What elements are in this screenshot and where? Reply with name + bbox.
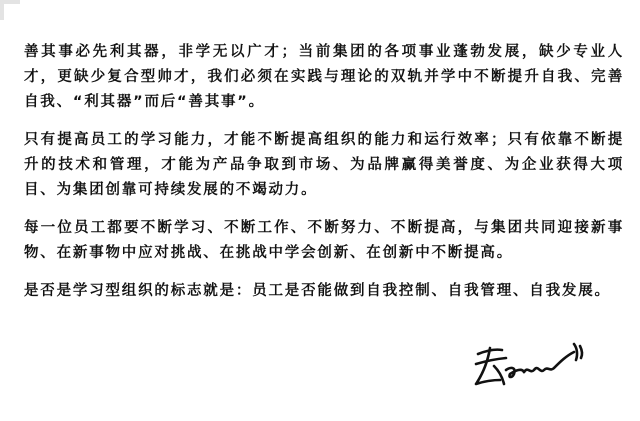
paragraph-4: 是否是学习型组织的标志就是：员工是否能做到自我控制、自我管理、自我发展。 [24,283,611,299]
paragraph-1: 善其事必先利其器，非学无以广才；当前集团的各项事业蓬勃发展，缺少专业人才，更缺少复合型帅才，我们必须在实践与理论的双轨并学中不断提升自我、完善自我、“利其器”而后“善其事”。 [24,44,624,110]
paragraph-2: 只有提高员工的学习能力，才能不断提高组织的能力和运行效率；只有依靠不断提升的技术和管理，才能为产品争取到市场、为品牌赢得美誉度、为企业获得大项目、为集团创靠可持续发展的不竭动力。 [24,132,624,198]
letter-body [24,40,624,317]
paragraph-3: 每一位员工都要不断学习、不断工作、不断努力、不断提高，与集团共同迎接新事物、在新事物中应对挑战、在挑战中学会创新、在创新中不断提高。 [24,220,624,261]
frame-corner [0,0,20,20]
signature-icon [470,340,590,394]
